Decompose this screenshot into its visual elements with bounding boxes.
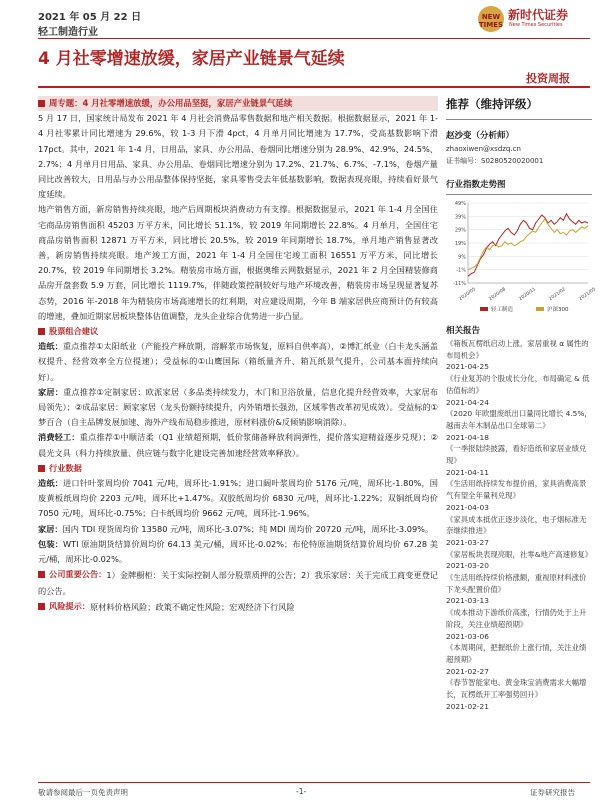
logo-mark-icon: NEW TIMES [478,6,504,32]
y-tick-label: 19% [454,241,466,247]
related-report-date: 2021-02-21 [446,701,489,711]
related-report-date: 2021-04-25 [446,362,489,372]
report-type: 投资周报 [526,72,570,85]
y-tick-label: 49% [454,201,466,207]
legend-swatch [536,307,544,311]
topic-paragraph-2: 地产销售方面，新房销售持续亮眼，地产后周期板块消费动力有支撑。根据数据显示，2021 年 1-4 月全国住宅商品房销售面积 45203 万平方米，同比增长 51.1%，较 2019 年同期增长 22.8%。4 月单月，全国住宅商品房销售面积 12871 万平方米，同比增长 20.5%，较 2019 年同期增长 18.7%，单月地产销售显著改善，新房销售持续亮眼。地产竣工方面，2021 年 1-4 月全国住宅竣工面积 16551 万平方米，同比增长 20.7%，较 2019 年同期增长 3.2%。精装房市场方面，根据奥维云网数据显示，2021 年 2 月全国精装修商品房开盘套数 5.9 万套，同比增长 1119.7%，伴随政策控制较好与地产环境改善，精装房市场呈现显著复苏态势，2016 年-2018 年为精装房市场高速增长的红利期，对应建设周期，今年 B 端家居供应商预计仍有较高的增速，叠加近期家居板块整体估值调整，龙头企业综合优势进一步凸显。 [38,204,438,321]
page-number: -1- [296,787,307,796]
analyst-cert: 证书编号：S0280520020001 [446,157,544,165]
x-tick-label: 2020/05 [458,287,477,303]
related-report-item[interactable] [446,338,592,373]
related-report-title: 《2020 年欧盟废纸出口量同比增长 4.5%，越南去年木制品出口全球第二》 [446,409,592,430]
portfolio-heading: 股票组合建议 [38,324,438,339]
rating: 推荐（维持评级） [446,96,592,120]
brand-name-en: New Times Securities [509,22,563,28]
bullet-icon [38,465,45,472]
header-divider [38,38,590,39]
related-report-date: 2021-04-11 [446,467,489,477]
index-chart-svg [446,199,597,317]
industry-pack: 包装：WTI 原油期货结算价周均价 64.13 美元/桶，周环比-0.02%；布伦特原油期货结算价周均价 67.28 美元/桶，周环比-0.02%。 [38,538,438,565]
industry-paper: 造纸：进口针叶浆周均价 7041 元/吨，周环比-1.91%；进口阔叶浆周均价 5176 元/吨，周环比-1.80%，国废黄板纸周均价 2203 元/吨，周环比+1.47%。双胶纸周均价 6830 元/吨，周环比-1.22%；双铜纸周均价 7050 元/吨，周环比-0.75%；白卡纸周均价 9662 元/吨，周环比-1.96%。 [38,478,438,519]
related-report-date: 2021-04-03 [446,502,489,512]
x-tick-label: 2021/05 [578,287,597,303]
bullet-icon [38,603,45,610]
related-report-date: 2021-03-06 [446,631,489,641]
topic-paragraph-1: 5 月 17 日，国家统计局发布 2021 年 4 月社会消费品零售数据和地产相关数据。根据数据显示，2021 年 1-4 月社零累计同比增速为 29.6%，较 1-3 月下滑 4pct，4 月单月同比增速为 17.7%，受高基数影响下滑 17pct。其中，2021 年 1-4 月，日用品，家具、办公用品、卷烟同比增速分别为 28.9%、42.9%、24.5%、2.7%；4 月单月日用品、家具、办公用品、卷烟同比增速分别为 17.2%、21.7%、6.7%、-7.1%，卷烟产量同比改善较大，日用品与办公用品整体保持坚挺，家具零售受去年低基数影响，数据表现亮眼，持续看好景气度延续。 [38,113,438,200]
x-tick-label: 2020/11 [518,287,537,303]
industry-home: 家居：国内 TDI 现货周均价 13580 元/吨，周环比-3.07%；纯 MDI 周均价 20720 元/吨，周环比-3.09%。 [38,523,434,534]
industry-data-heading: 行业数据 [38,461,438,476]
bullet-icon [38,328,45,335]
y-tick-label: -1% [456,267,466,274]
related-report-item[interactable] [446,607,592,642]
y-tick-label: 9% [458,254,466,261]
title-divider [38,86,590,88]
related-report-title: 《箱板瓦楞纸启动上涨，家居重视 α 属性的布局机会》 [446,339,589,360]
legend-label: 沪深300 [547,307,569,313]
report-date: 2021 年 05 月 22 日 [38,12,142,23]
related-report-date: 2021-03-27 [446,537,489,547]
related-report-date: 2021-03-13 [446,596,489,606]
related-report-title: 《本周期间，把握纸价上涨行情，关注业绩超预期》 [446,643,587,664]
related-report-item[interactable] [446,514,592,549]
x-tick-label: 2021/02 [548,287,567,303]
related-report-title: 《春节智能家电、黄金珠宝消费需求大幅增长，瓦楞纸开工率强势回升》 [446,678,587,700]
related-reports-title: 相关报告 [446,326,481,336]
risk-warning: 风险提示： 原材料价格风险；政策不确定性风险；宏观经济下行风险 [38,599,438,615]
related-report-item[interactable] [446,572,592,607]
report-title: 4 月社零增速放缓，家居产业链景气延续 [38,49,345,69]
bullet-icon [38,100,45,107]
footer-divider [38,782,590,783]
x-tick-label: 2020/08 [488,287,507,303]
industry-name: 轻工制造行业 [38,27,98,38]
related-report-item[interactable] [446,677,592,712]
portfolio-home: 家居：重点推荐①定制家居：欧派家居（多品类持续发力，木门和卫浴放量，信息化提升经营效率，大家居布局领先）；②成品家居：顾家家居（龙头份额持续提升，内外销增长强劲，区域零售改革初见成效）。受益标的①梦百合（自主品牌发展加速、海外产线布局稳步推进，原材料涨价&反倾销影响消除）。 [38,386,438,428]
sidebar [446,96,597,713]
y-tick-label: 39% [454,214,466,221]
related-report-title: 《家居板块表现亮眼，社零&地产高速修复》 [446,549,593,559]
related-report-title: 《成本推动下游纸价高涨，行情仍处于上升阶段，关注业绩超预期》 [446,608,587,629]
portfolio-paper: 造纸：重点推荐①太阳纸业（产能投产释放期，溶解浆市场恢复，原料自供率高），②博汇纸业（白卡龙头涵盖权提升、经营效率全方位提速）；受益标的①山鹰国际（箱纸量齐升、箱瓦纸景气提升，公司基本面持续向好）。 [38,341,438,382]
main-content [38,96,438,615]
analyst-email[interactable]: zhaoxiwen@xsdzq.cn [446,145,521,153]
related-report-date: 2021-03-20 [446,561,489,571]
related-report-title: 《行业复苏的个股成长分化，布局确定 & 低估值标的》 [446,374,590,395]
legend-swatch [480,307,488,311]
chart-title: 行业指数走势图 [446,179,592,195]
related-report-item[interactable] [446,549,592,572]
related-report-item[interactable] [446,642,592,677]
related-report-date: 2021-04-24 [446,397,489,407]
legend-label: 轻工制造 [491,307,514,313]
related-report-title: 《家具成本抵优正逐步淡化，电子烟标准无奈继续推进》 [446,514,587,536]
analyst-name: 赵沙变（分析师） [446,131,515,141]
topic-heading: 周专题：4 月社零增速放缓，办公用品坚挺，家居产业链景气延续 [38,96,438,111]
portfolio-consumer: 消费轻工：重点推荐①中顺洁柔（Q1 业绩超预期，低价浆储备释放利润弹性，提价落实迎精益逐步兑现）；②晨光文具（科力持续放量、供应链与数字化建设完善加速经营效率释放）。 [38,432,438,458]
related-reports-list [446,338,592,713]
related-report-item[interactable] [446,478,592,513]
brand-name-cn: 新时代证券 [508,8,569,22]
related-report-title: 《生活用纸持续价格涨额，重视原材料涨价下龙头配置价值》 [446,573,587,594]
related-report-item[interactable] [446,373,592,408]
related-report-date: 2021-04-18 [446,432,489,442]
footer-report-label: 证券研究报告 [530,788,575,797]
disclaimer-note: 敬请参阅最后一页免责声明 [38,788,128,797]
related-report-date: 2021-02-27 [446,666,489,676]
bullet-icon [38,571,45,578]
y-tick-label: -11% [453,281,466,287]
related-report-title: 《生活用纸持续发布提价函，家具消费高景气有望全年量利兑现》 [446,479,587,501]
related-report-item[interactable] [446,408,592,443]
company-announcements: 公司重要公告： 1）金牌橱柜：关于实际控制人部分股票质押的公告；2）我乐家居：关于完成工商变更登记的公告。 [38,569,438,596]
related-report-item[interactable] [446,443,592,478]
index-chart [446,199,597,321]
brand-logo [478,6,590,32]
y-tick-label: 29% [454,227,466,234]
related-report-title: 《一季报陆续披露，看好造纸和家居业绩兑现》 [446,444,587,466]
series-line-0 [468,214,588,277]
